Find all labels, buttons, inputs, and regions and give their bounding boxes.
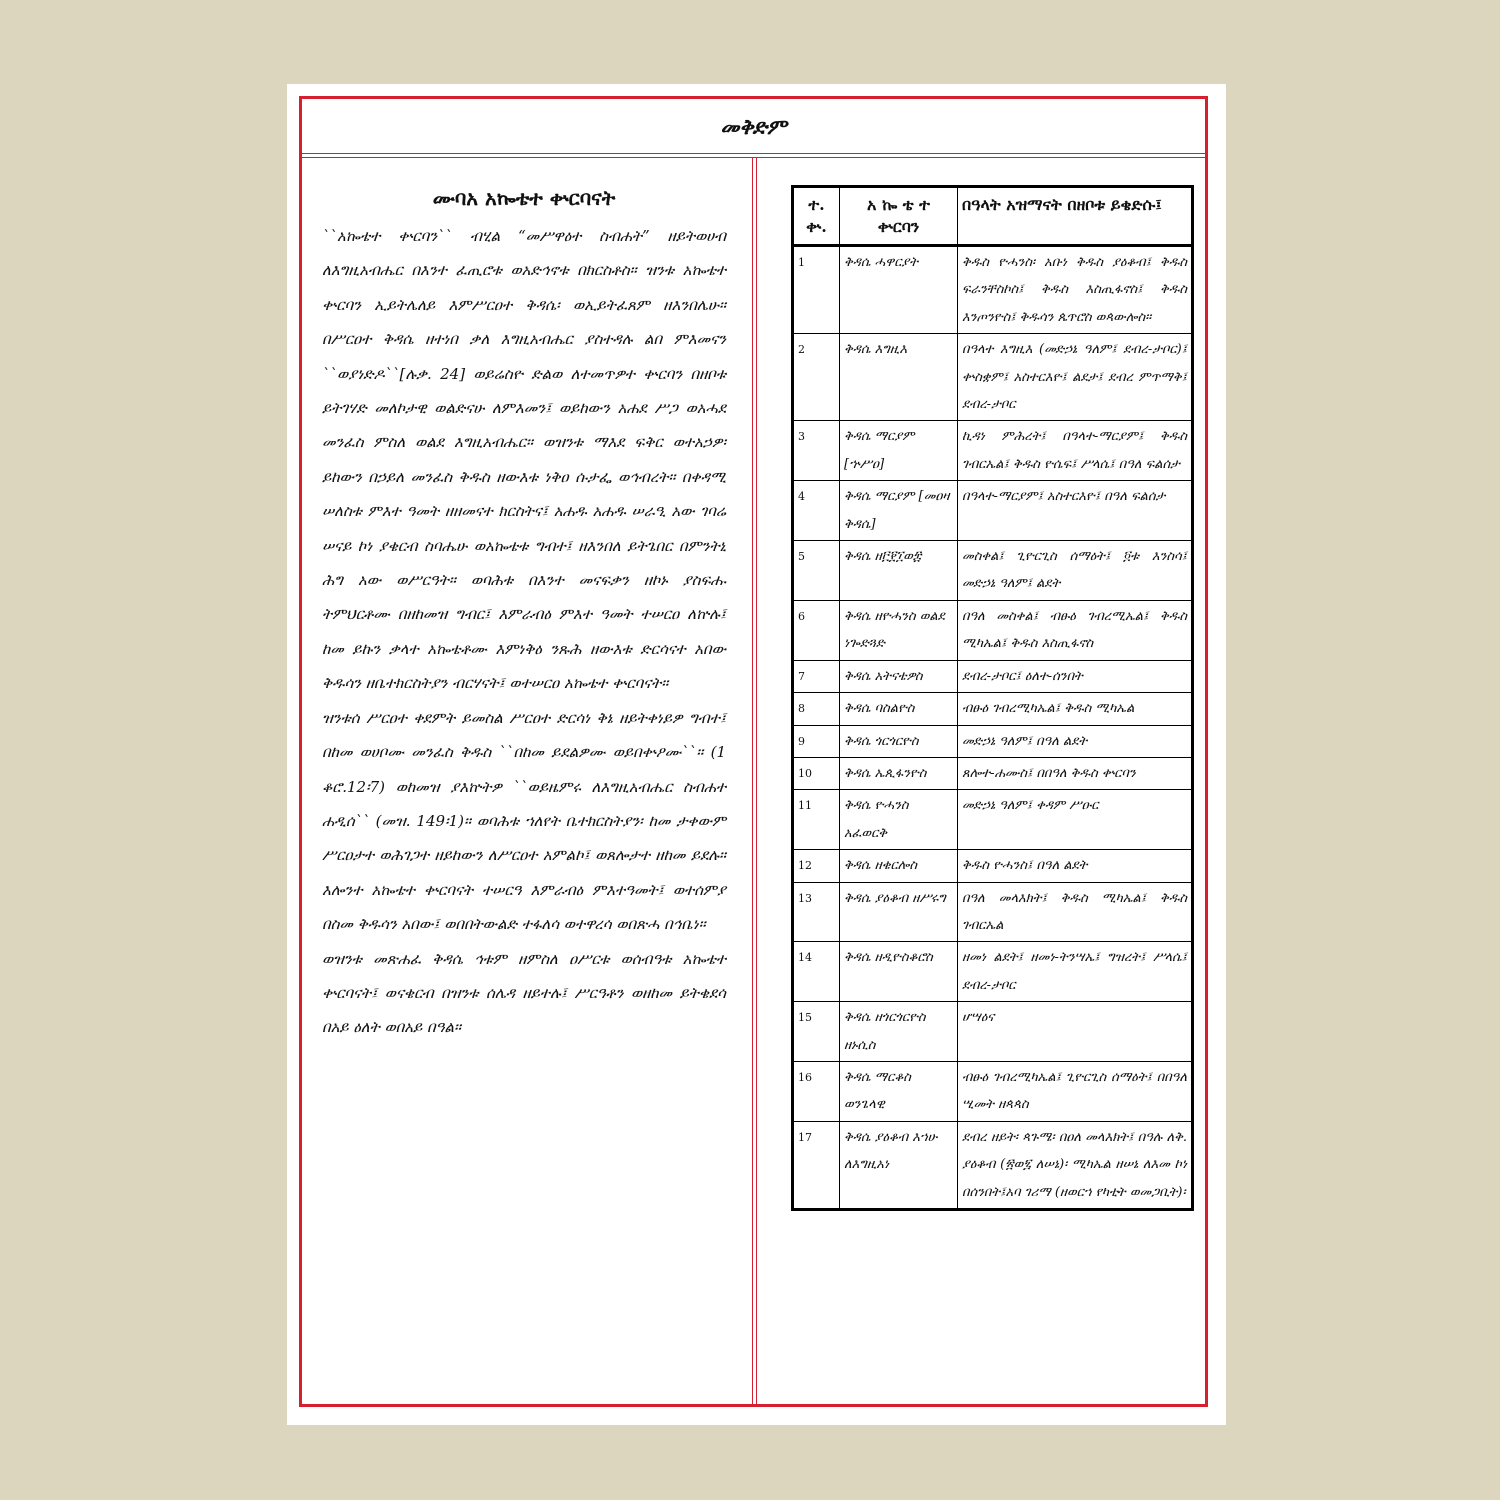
row-number: 15: [793, 1002, 840, 1062]
row-number: 9: [793, 725, 840, 757]
page-title: መቅድም: [720, 114, 787, 139]
table-row: [793, 850, 1193, 882]
feast-days: ቅዱስ ዮሓንስ፡ አቡነ ቅዱስ ያዕቆብ፤ ቅዱስ ፍራንቸስኮስ፤ ቅዱስ እስጢፋኖስ፤ ቅዱስ እንጦንዮስ፤ ቅዱሳን ጴጥሮስ ወጳውሎስ።: [958, 246, 1193, 334]
row-number: 17: [793, 1121, 840, 1209]
table-row: [793, 541, 1193, 601]
anaphora-name: ቅዳሴ ማርቆስ ወንጌላዊ: [840, 1061, 958, 1121]
anaphora-name: ቅዳሴ ዮሓንስ አፈወርቅ: [840, 790, 958, 850]
table-row: [793, 246, 1193, 334]
feast-days: ኪዳነ ምሕረት፤ በዓላተ-ማርያም፤ ቅዱስ ገብርኤል፤ ቅዱስ ዮሴፍ፤ ሥላሴ፤ በዓለ ፍልሰታ: [958, 421, 1193, 481]
red-page-frame: [299, 96, 1208, 1407]
row-number: 7: [793, 660, 840, 692]
row-number: 3: [793, 421, 840, 481]
introduction-column: [322, 183, 726, 1045]
table-row: [793, 421, 1193, 481]
anaphora-name: ቅዳሴ እግዚእ: [840, 334, 958, 421]
header-anaphora: አ ኰ ቴ ተ ቍርባን: [840, 187, 958, 246]
anaphora-table-container: [791, 185, 1191, 1211]
header-number: ተ. ቍ.: [793, 187, 840, 246]
table-row: [793, 725, 1193, 757]
table-row: [793, 1121, 1193, 1209]
table-row: [793, 693, 1193, 725]
table-row: [793, 1061, 1193, 1121]
feast-days: ቅዱስ ዮሓንስ፤ በዓለ ልደት: [958, 850, 1193, 882]
table-row: [793, 660, 1193, 692]
row-number: 4: [793, 481, 840, 541]
row-number: 6: [793, 600, 840, 660]
header-feasts: በዓላት አዝማናት በዘቦቱ ይቄድሱ፤: [958, 187, 1193, 246]
feast-days: በዓላተ እግዚእ (መድኃኔ ዓለም፤ ደብረ-ታቦር)፤ ቍስቋም፤ አስተርእዮ፤ ልደታ፤ ደብረ ምጥማቅ፤ ደብረ-ታቦር: [958, 334, 1193, 421]
table-row: [793, 882, 1193, 942]
feast-days: ጸሎተ-ሐሙስ፤ በበዓለ ቅዱስ ቍርባን: [958, 757, 1193, 789]
anaphora-name: ቅዳሴ ዘቄርሎስ: [840, 850, 958, 882]
feast-days: መድኃኔ ዓለም፤ ቀዳም ሥዑር: [958, 790, 1193, 850]
table-row: [793, 600, 1193, 660]
feast-days: በዓላተ-ማርያም፤ አስተርእዮ፤ በዓለ ፍልሰታ: [958, 481, 1193, 541]
anaphora-name: ቅዳሴ ኤጲፋንዮስ: [840, 757, 958, 789]
anaphora-name: ቅዳሴ ዘዲዮስቆሮስ: [840, 942, 958, 1002]
table-header-row: [793, 187, 1193, 246]
row-number: 12: [793, 850, 840, 882]
row-number: 14: [793, 942, 840, 1002]
row-number: 10: [793, 757, 840, 789]
column-divider-left: [752, 157, 753, 1404]
paragraph: ወዝንቱ መጽሐፈ ቅዳሴ ኅቱም ዘምስለ ዐሥርቱ ወሰብዓቱ አኰቴተ ቍርባናት፤ ወናቄርብ በዝንቱ ሰሌዳ ዘይተሉ፤ ሥርዓቶን ወዘከመ ይትቄደሳ በአይ ዕለት ወበአይ በዓል።: [322, 949, 726, 1037]
feast-days: ሆሣዕና: [958, 1002, 1193, 1062]
table-row: [793, 481, 1193, 541]
anaphora-name: ቅዳሴ ዘ፫፻፲ወ፰: [840, 541, 958, 601]
anaphora-name: ቅዳሴ ማርያም [መዐዛ ቅዳሴ]: [840, 481, 958, 541]
header-divider-top: [302, 153, 1205, 154]
feast-days: ደብረ-ታቦር፤ ዕለተ-ሰንበት: [958, 660, 1193, 692]
row-number: 13: [793, 882, 840, 942]
header-divider-bottom: [302, 157, 1205, 158]
table-row: [793, 757, 1193, 789]
feast-days: በዓለ መስቀል፤ ብፁዕ ገብረሚኤል፤ ቅዱስ ሚካኤል፤ ቅዱስ እስጢፋኖስ: [958, 600, 1193, 660]
table-row: [793, 334, 1193, 421]
feast-days: ብፁዕ ገብረሚካኤል፤ ቅዱስ ሚካኤል: [958, 693, 1193, 725]
table-row: [793, 1002, 1193, 1062]
paragraph: ``አኰቴተ ቍርባን`` ብሂል “መሥዋዕተ ስብሐት” ዘይትወሀብ ለእግዚአብሔር በእንተ ፈጢሮቱ ወአድኅኖቱ በክርስቶስ። ዝንቱ አኰቴተ ቍርባን ኢይትሌለይ እምሥርዐተ ቅዳሴ፡ ወኢይትፈጸም ዘእንበሌሁ። በሥርዐተ ቅዳሴ ዘተነበ ቃለ እግዚአብሔር ያስተዳሉ ልበ ምእመናን ``ወያነድዶ``[ሉቃ. 24] ወይሬስዮ ድልወ ለተመጥዎተ ቍርባን በዘቦቱ ይትገሃድ መለኮታዊ ወልድናሁ ለምእመን፤ ወይከውን አሐደ ሥጋ ወአሓደ መንፈስ ምስለ ወልደ እግዚአብሔር። ወዝንቱ ማእደ ፍቅር ወተአኃዎ፡ ይከውን በኃይለ መንፈስ ቅዱስ ዘውእቱ ነቅዐ ሱታፌ ወኅብረት። በቀዳሚ ሠለስቱ ምእተ ዓመት ዘዘመናተ ክርስትና፤ አሐዱ አሐዱ ሠራዒ አው ገባሬ ሠናይ ኮነ ያቄርብ ስባሔሁ ወአኰቴቱ ግብተ፤ ዘእንበለ ይትጌበር በምንትኒ ሕግ አው ወሥርዓት። ወባሕቱ በእንተ መናፍቃን ዘኮኑ ያስፍሑ ትምህርቶሙ በዘከመዝ ግብር፤ እምራብዕ ምእተ ዓመት ተሠርዐ ለኵሉ፤ ከመ ይኩን ቃላተ አኰቴቶሙ እምነቅዕ ንጹሕ ዘውእቱ ድርሳናተ አበው ቅዱሳን ዘቤተክርስትያን ብርሃናት፤ ወተሠርዐ አኰቴተ ቍርባናት።: [322, 227, 726, 693]
feast-days: ደብረ ዘይት፡ ጳጉሜ፡ በዐለ መላእክት፤ በዓሉ ለቅ. ያዕቆብ (፳ወ፯ ለሠኔ)፡ ሚካኤል ዘሠኔ ለእመ ኮነ በሰንበት፤አባ ገሪማ (ዘወርኀ የካቲት ወመጋቢት)፡: [958, 1121, 1193, 1209]
anaphora-name: ቅዳሴ ያዕቆብ ዘሥሩግ: [840, 882, 958, 942]
row-number: 8: [793, 693, 840, 725]
row-number: 2: [793, 334, 840, 421]
anaphora-table: [791, 185, 1194, 1211]
feast-days: መስቀል፤ ጊዮርጊስ ሰማዕት፤ ፬ቱ እንስሳ፤ መድኃኔ ዓለም፤ ልደት: [958, 541, 1193, 601]
anaphora-name: ቅዳሴ ያዕቆብ እኀሁ ለእግዚአነ: [840, 1121, 958, 1209]
column-divider-right: [756, 157, 757, 1404]
table-body: [793, 246, 1193, 1210]
paragraph: ዝንቱሰ ሥርዐተ ቀደምት ይመስል ሥርዐተ ድርሳነ ቅኔ ዘይትቀነይዎ ግብተ፤ በከመ ወሀቦሙ መንፈስ ቅዱስ ``በከመ ይደልዎሙ ወይበቍዖሙ``። (1 ቆሮ.12፡7) ወከመዝ ያእኵትዎ ``ወይዜምሩ ለእግዚአብሔር ስብሐተ ሐዲሰ`` (መዝ. 149፡1)። ወባሕቱ ኀለየት ቤተክርስትያን፡ ከመ ታቀውም ሥርዐታተ ወሕገጋተ ዘይከውን ለሥርዐተ አምልኮ፤ ወጸሎታተ ዘከመ ይደሉ። እሎንተ አኰቴተ ቍርባናት ተሠርዓ እምራብዕ ምእተዓመት፤ ወተሰምያ በስመ ቅዱሳን አበው፤ ወበበትውልድ ተፋለሳ ወተዋረሳ ወበጽሓ በኅቤነ።: [322, 708, 726, 934]
anaphora-name: ቅዳሴ ማርያም [ኍሥዐ]: [840, 421, 958, 481]
feast-days: መድኃኔ ዓለም፤ በዓለ ልደት: [958, 725, 1193, 757]
section-heading: ሙባአ አኰቴተ ቍርባናት: [432, 186, 616, 210]
anaphora-name: ቅዳሴ ጎርጎርዮስ: [840, 725, 958, 757]
page-header: [302, 99, 1205, 155]
anaphora-name: ቅዳሴ ዘዮሓንስ ወልደ ነጐድጓድ: [840, 600, 958, 660]
table-row: [793, 942, 1193, 1002]
feast-days: ብፁዕ ገብረሚካኤል፤ ጊዮርጊስ ሰማዕት፤ በበዓለ ሢመት ዘጳጳስ: [958, 1061, 1193, 1121]
anaphora-name: ቅዳሴ ባስልዮስ: [840, 693, 958, 725]
row-number: 11: [793, 790, 840, 850]
anaphora-name: ቅዳሴ ሓዋርያት: [840, 246, 958, 334]
document-page: [287, 84, 1226, 1425]
feast-days: በዓለ መላእክት፤ ቅዱስ ሚካኤል፤ ቅዱስ ገብርኤል: [958, 882, 1193, 942]
row-number: 5: [793, 541, 840, 601]
row-number: 16: [793, 1061, 840, 1121]
row-number: 1: [793, 246, 840, 334]
feast-days: ዘመነ ልደት፤ ዘመነ-ትንሣኤ፤ ግዝረት፤ ሥላሴ፤ ደብረ-ታቦር: [958, 942, 1193, 1002]
anaphora-name: ቅዳሴ ዘጎርጎርዮስ ዘኑሲስ: [840, 1002, 958, 1062]
anaphora-name: ቅዳሴ አትናቴዎስ: [840, 660, 958, 692]
table-row: [793, 790, 1193, 850]
